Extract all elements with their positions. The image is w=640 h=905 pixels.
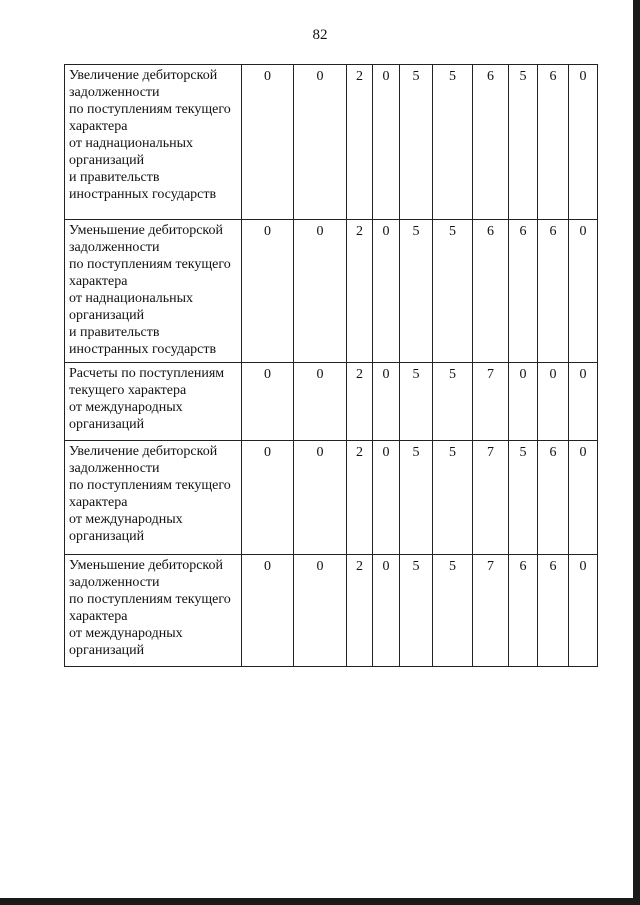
- row-name-line: Расчеты по поступлениям: [69, 366, 225, 381]
- code-digit-cell: 5: [400, 363, 433, 441]
- code-digit-cell: 0: [242, 441, 294, 555]
- code-digit-cell: 0: [569, 555, 598, 667]
- table-row: [65, 65, 598, 220]
- code-digit-cell: 5: [509, 441, 538, 555]
- row-name-line: Уменьшение дебиторской: [69, 558, 224, 573]
- code-digit-cell: 6: [538, 555, 569, 667]
- row-name-line: задолженности: [69, 461, 160, 476]
- code-digit-cell: 0: [294, 65, 347, 220]
- code-digit-cell: 0: [294, 363, 347, 441]
- code-digit-cell: 0: [373, 441, 400, 555]
- code-digit-cell: 5: [433, 363, 473, 441]
- row-name-line: по поступлениям текущего: [69, 592, 231, 607]
- row-name-line: задолженности: [69, 575, 160, 590]
- code-digit-cell: 6: [509, 555, 538, 667]
- code-digit-cell: 5: [400, 441, 433, 555]
- code-digit-cell: 0: [294, 555, 347, 667]
- row-name-line: организаций: [69, 417, 145, 432]
- page-number: 82: [312, 27, 328, 43]
- row-name-line: текущего характера: [69, 383, 187, 398]
- row-name-line: от международных: [69, 400, 183, 415]
- code-digit-cell: 6: [538, 441, 569, 555]
- budget-code-table: [64, 64, 598, 667]
- code-digit-cell: 5: [433, 555, 473, 667]
- table-row: [65, 363, 598, 441]
- row-name-line: от международных: [69, 512, 183, 527]
- row-name-line: характера: [69, 495, 128, 510]
- row-name-line: характера: [69, 609, 128, 624]
- row-name-line: иностранных государств: [69, 342, 217, 357]
- row-name-line: Уменьшение дебиторской: [69, 223, 224, 238]
- code-digit-cell: 5: [400, 555, 433, 667]
- code-digit-cell: 0: [569, 363, 598, 441]
- code-digit-cell: 6: [473, 220, 509, 363]
- code-digit-cell: 6: [538, 65, 569, 220]
- row-name-line: задолженности: [69, 85, 160, 100]
- row-name-line: задолженности: [69, 240, 160, 255]
- scan-border-bottom: [0, 898, 640, 905]
- row-name-line: и правительств: [69, 170, 160, 185]
- code-digit-cell: 2: [347, 65, 373, 220]
- code-digit-cell: 5: [400, 65, 433, 220]
- row-name-line: от международных: [69, 626, 183, 641]
- table-row: [65, 220, 598, 363]
- row-name-cell: [65, 65, 242, 220]
- row-name-line: от наднациональных: [69, 136, 194, 151]
- code-digit-cell: 5: [433, 441, 473, 555]
- code-digit-cell: 0: [569, 65, 598, 220]
- table-row: [65, 555, 598, 667]
- row-name-line: характера: [69, 119, 128, 134]
- code-digit-cell: 7: [473, 363, 509, 441]
- row-name-line: организаций: [69, 643, 145, 658]
- row-name-line: от наднациональных: [69, 291, 194, 306]
- code-digit-cell: 0: [242, 555, 294, 667]
- row-name-cell: [65, 555, 242, 667]
- code-digit-cell: 0: [569, 220, 598, 363]
- row-name-line: организаций: [69, 529, 145, 544]
- row-name-line: организаций: [69, 153, 145, 168]
- code-digit-cell: 0: [373, 65, 400, 220]
- code-digit-cell: 2: [347, 555, 373, 667]
- table-row: [65, 441, 598, 555]
- code-digit-cell: 0: [373, 363, 400, 441]
- code-digit-cell: 0: [294, 220, 347, 363]
- row-name-cell: [65, 441, 242, 555]
- code-digit-cell: 5: [400, 220, 433, 363]
- row-name-cell: [65, 363, 242, 441]
- code-digit-cell: 2: [347, 220, 373, 363]
- code-digit-cell: 0: [242, 220, 294, 363]
- row-name-line: по поступлениям текущего: [69, 102, 231, 117]
- code-digit-cell: 0: [509, 363, 538, 441]
- row-name-line: Увеличение дебиторской: [69, 444, 218, 459]
- code-digit-cell: 0: [373, 555, 400, 667]
- row-name-line: характера: [69, 274, 128, 289]
- code-digit-cell: 7: [473, 555, 509, 667]
- code-digit-cell: 5: [509, 65, 538, 220]
- row-name-line: и правительств: [69, 325, 160, 340]
- row-name-line: организаций: [69, 308, 145, 323]
- row-name-cell: [65, 220, 242, 363]
- code-digit-cell: 0: [242, 363, 294, 441]
- row-name-line: по поступлениям текущего: [69, 478, 231, 493]
- scan-border-right: [633, 0, 640, 905]
- code-digit-cell: 7: [473, 441, 509, 555]
- code-digit-cell: 2: [347, 363, 373, 441]
- code-digit-cell: 0: [569, 441, 598, 555]
- code-digit-cell: 0: [242, 65, 294, 220]
- code-digit-cell: 6: [509, 220, 538, 363]
- code-digit-cell: 6: [538, 220, 569, 363]
- code-digit-cell: 0: [373, 220, 400, 363]
- row-name-line: иностранных государств: [69, 187, 217, 202]
- code-digit-cell: 2: [347, 441, 373, 555]
- code-digit-cell: 5: [433, 65, 473, 220]
- code-digit-cell: 5: [433, 220, 473, 363]
- row-name-line: Увеличение дебиторской: [69, 68, 218, 83]
- code-digit-cell: 6: [473, 65, 509, 220]
- code-digit-cell: 0: [538, 363, 569, 441]
- code-digit-cell: 0: [294, 441, 347, 555]
- row-name-line: по поступлениям текущего: [69, 257, 231, 272]
